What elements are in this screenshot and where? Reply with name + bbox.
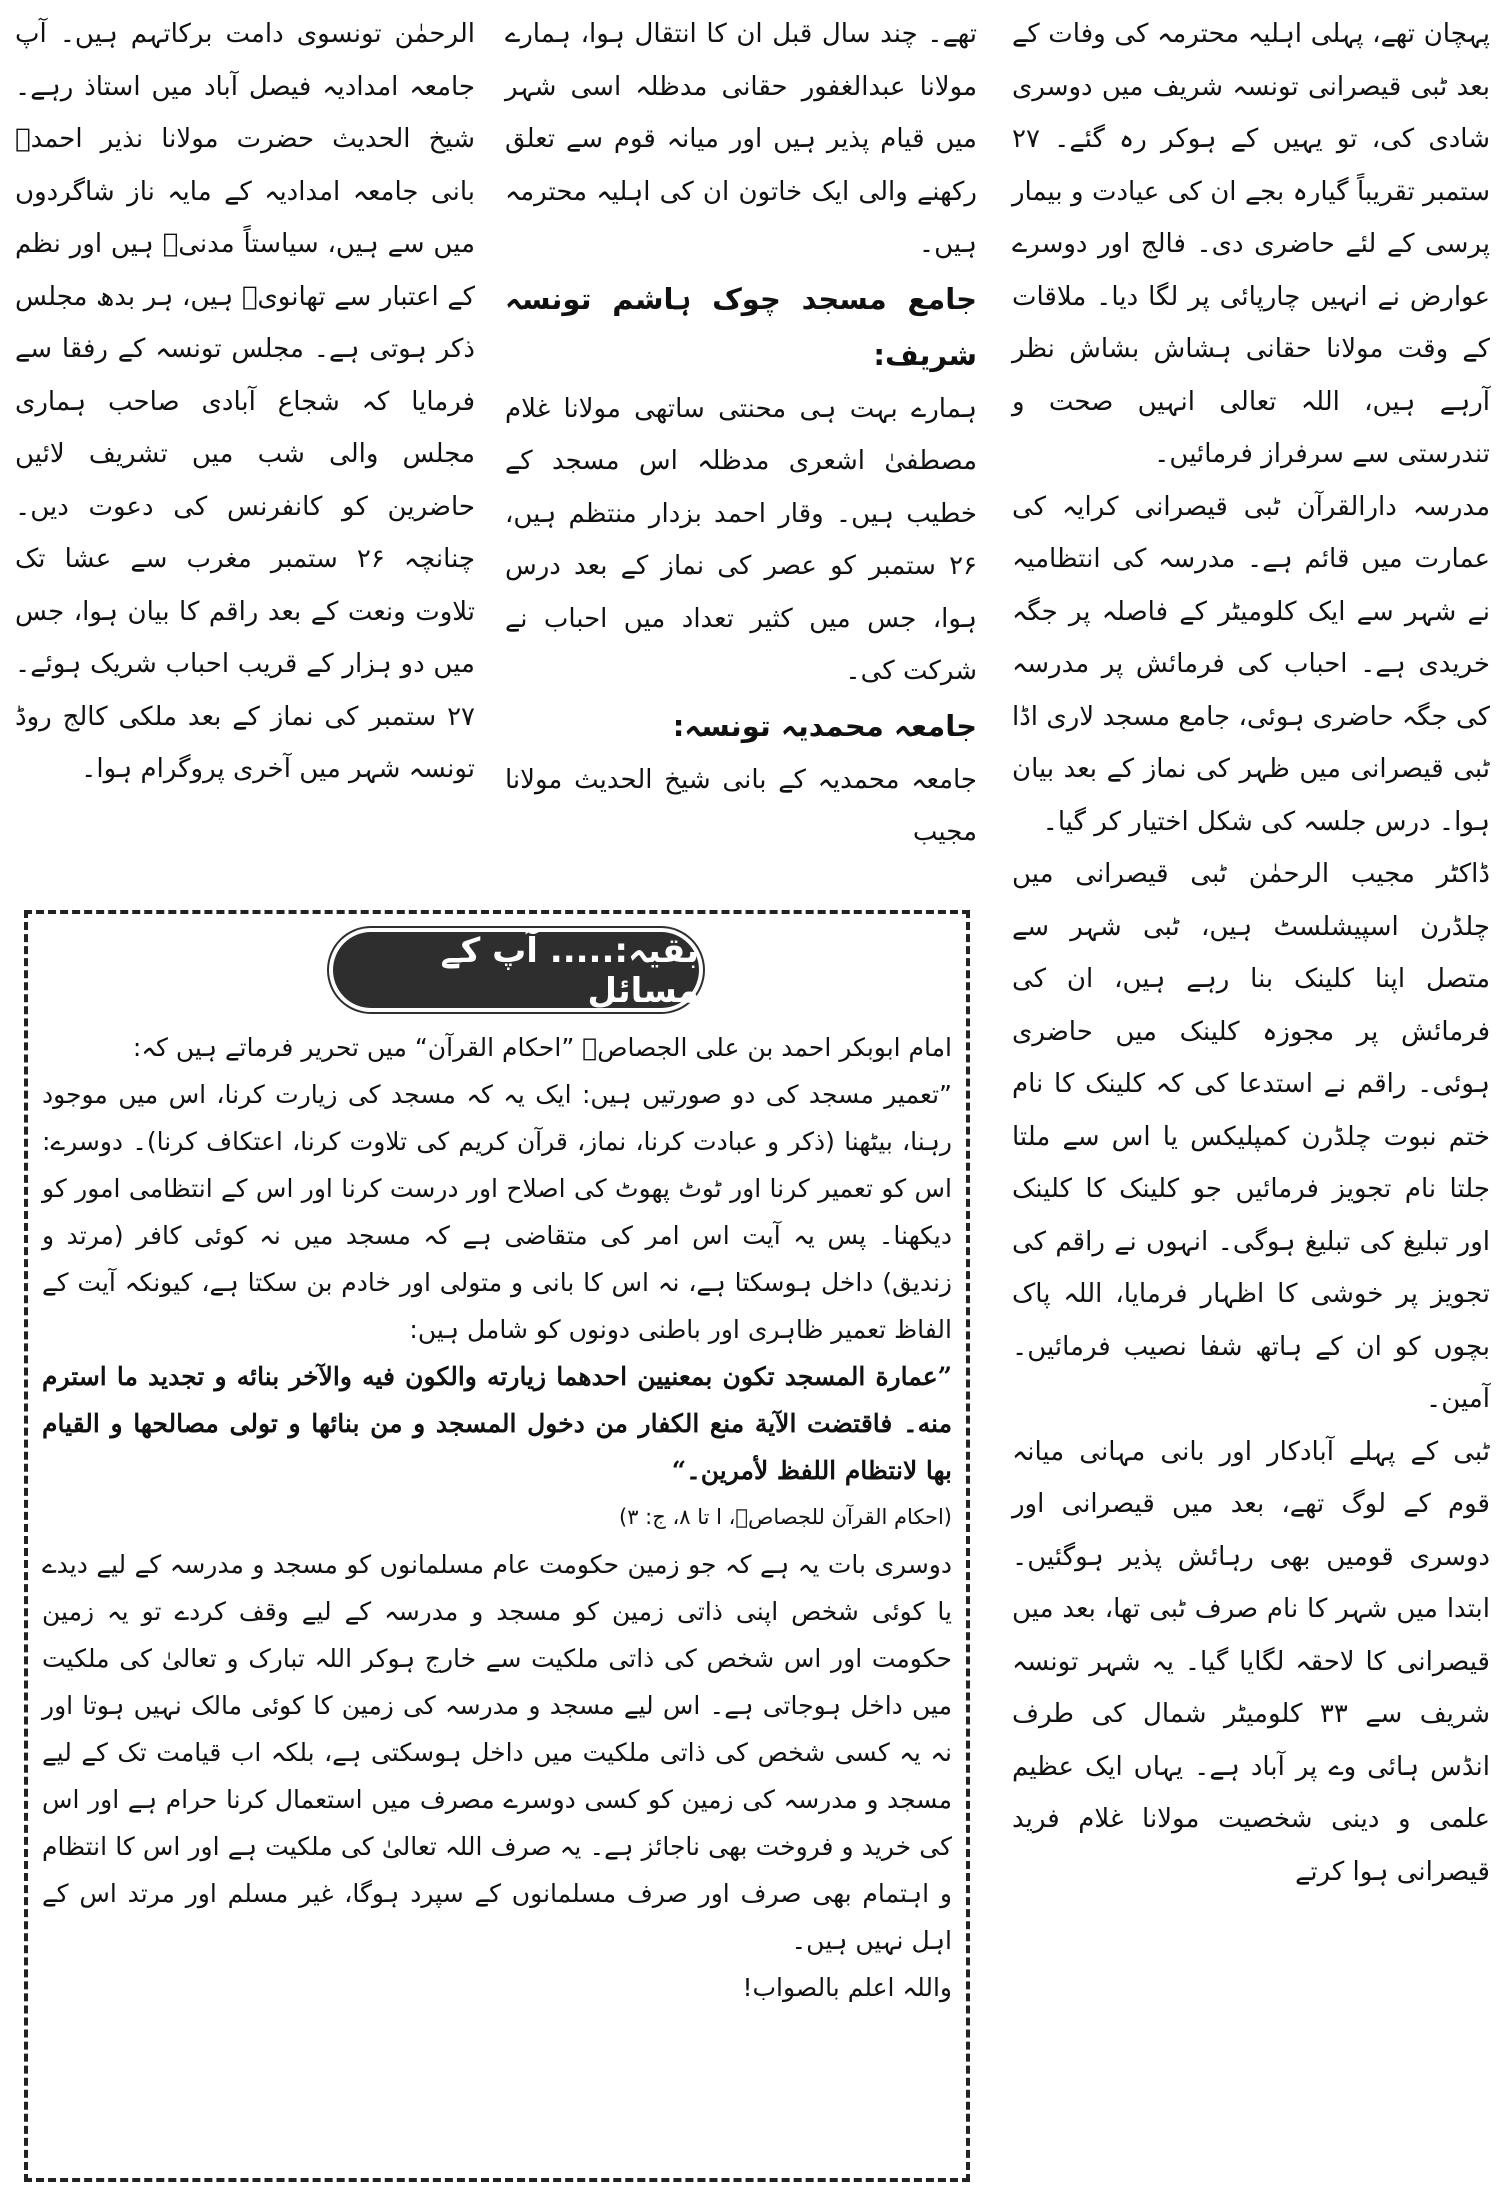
continued-banner: بقیہ:..... آپ کے مسائل xyxy=(333,932,699,1008)
middle-para-2: جامعہ محمدیہ کے بانی شیخ الحدیث مولانا مجیب xyxy=(505,764,977,847)
middle-column xyxy=(505,8,977,859)
middle-para-1: ہمارے بہت ہی محنتی ساتھی مولانا غلام مصطفیٰ اشعری مدظلہ اس مسجد کے خطیب ہیں۔ وقار احمد بزدار منتظم ہیں، ۲۶ ستمبر کو عصر کی نماز کے بعد درس ہوا، جس میں کثیر تعداد میں احباب نے شرکت کی۔ xyxy=(505,393,977,686)
right-para-2: مدرسہ دارالقرآن ٹبی قیصرانی کرایہ کی عمارت میں قائم ہے۔ مدرسہ کی انتظامیہ نے شہر سے ایک کلومیٹر کے فاصلہ پر جگہ خریدی ہے۔ احباب کی فرمائش پر مدرسہ کی جگہ حاضری ہوئی، جامع مسجد لاری اڈا ٹبی قیصرانی میں ظہر کی نماز کے بعد بیان ہوا۔ درس جلسہ کی شکل اختیار کر گیا۔ xyxy=(1012,491,1490,837)
right-column xyxy=(1012,8,1490,1898)
closing-signoff: واللہ اعلم بالصواب! xyxy=(742,1973,952,2002)
middle-intro: تھے۔ چند سال قبل ان کا انتقال ہوا، ہمارے مولانا عبدالغفور حقانی مدظلہ اسی شہر میں قیام پذیر ہیں اور میانہ قوم سے تعلق رکھنے والی ایک خاتون ان کی اہلیہ محترمہ ہیں۔ xyxy=(505,19,977,259)
reference: (احکام القرآن للجصاصؒ، ا تا ۸، ج: ۳) xyxy=(619,1505,952,1529)
box-body xyxy=(42,1024,952,2011)
heading-jamia-masjid-chowk-hashim: جامع مسجد چوک ہاشم تونسہ شریف: xyxy=(505,281,977,372)
right-para-3: ڈاکٹر مجیب الرحمٰن ٹبی قیصرانی میں چلڈرن اسپیشلسٹ ہیں، ٹبی شہر سے متصل اپنا کلینک بنا رہے ہیں، ان کی فرمائش پر مجوزہ کلینک میں حاضری ہوئی۔ راقم نے استدعا کی کہ کلینک کا نام ختم نبوت چلڈرن کمپلیکس یا اس سے ملتا جلتا نام تجویز فرمائیں جو کلینک کا کلینک اور تبلیغ کی تبلیغ ہوگی۔ انہوں نے راقم کی تجویز پر خوشی کا اظہار فرمایا، اللہ پاک بچوں کو ان کے ہاتھ شفا نصیب فرمائیں۔ آمین۔ xyxy=(1012,859,1490,1414)
arabic-quote: ”عمارة المسجد تکون بمعنیین احدهما زیارته والکون فیه والآخر بنائه و تجدید ما استرم منه۔ فاقتضت الآیة منع الکفار من دخول المسجد و من بنائها و تولی مصالحها و القیام بها لانتظام اللفظ لأمرین۔“ xyxy=(42,1362,952,1485)
box-para-2: دوسری بات یہ ہے کہ جو زمین حکومت عام مسلمانوں کو مسجد و مدرسہ کے لیے دیدے یا کوئی شخص اپنی ذاتی زمین کو مسجد و مدرسہ کے لیے وقف کردے تو یہ زمین حکومت اور اس شخص کی ذاتی ملکیت سے خارج ہوکر اللہ تبارک و تعالیٰ کی ملکیت میں داخل ہوجاتی ہے۔ اس لیے مسجد و مدرسہ کی زمین کا کوئی مالک نہیں ہوتا اور نہ یہ کسی شخص کی ذاتی ملکیت میں داخل ہوسکتی ہے، بلکہ اب قیامت تک کے لیے مسجد و مدرسہ کی زمین کو کسی دوسرے مصرف میں استعمال کرنا حرام ہے اور اس کی خرید و فروخت بھی ناجائز ہے۔ یہ صرف اللہ تعالیٰ کی ملکیت ہے اور اس کا انتظام و اہتمام بھی صرف اور صرف مسلمانوں کے سپرد ہوگا، غیر مسلم اور مرتد اس کے اہل نہیں ہیں۔ xyxy=(42,1550,952,1955)
right-para-4: ٹبی کے پہلے آبادکار اور بانی مہانی میانہ قوم کے لوگ تھے، بعد میں قیصرانی اور دوسری قومیں بھی رہائش پذیر ہوگئیں۔ ابتدا میں شہر کا نام صرف ٹبی تھا، بعد میں قیصرانی کا لاحقہ لگایا گیا۔ یہ شہر تونسہ شریف سے ۳۳ کلومیٹر شمال کی طرف انڈس ہائی وے پر آباد ہے۔ یہاں ایک عظیم علمی و دینی شخصیت مولانا غلام فرید قیصرانی ہوا کرتے xyxy=(1012,1436,1490,1887)
box-intro: امام ابوبکر احمد بن علی الجصاصؒ ”احکام القرآن“ میں تحریر فرماتے ہیں کہ: xyxy=(132,1033,952,1062)
heading-jamia-muhammadia: جامعہ محمدیہ تونسہ: xyxy=(672,708,977,743)
continued-article-box xyxy=(24,910,970,2182)
right-para-1: پہچان تھے، پہلی اہلیہ محترمہ کی وفات کے بعد ٹبی قیصرانی تونسہ شریف میں دوسری شادی کی، تو یہیں کے ہوکر رہ گئے۔ ۲۷ ستمبر تقریباً گیارہ بجے ان کی عیادت و بیمار پرسی کے لئے حاضری دی۔ فالج اور دوسرے عوارض نے انہیں چارپائی پر لگا دیا۔ ملاقات کے وقت مولانا حقانی ہشاش بشاش نظر آرہے ہیں، اللہ تعالی انہیں صحت و تندرستی سے سرفراز فرمائیں۔ xyxy=(1012,19,1490,469)
left-para: الرحمٰن تونسوی دامت برکاتہم ہیں۔ آپ جامعہ امدادیہ فیصل آباد میں استاذ رہے۔ شیخ الحدیث حضرت مولانا نذیر احمدؒ بانی جامعہ امدادیہ کے مایہ ناز شاگردوں میں سے ہیں، سیاستاً مدنیؒ ہیں اور نظم کے اعتبار سے تھانویؒ ہیں، ہر بدھ مجلس ذکر ہوتی ہے۔ مجلس تونسہ کے رفقا سے فرمایا کہ شجاع آبادی صاحب ہماری مجلس والی شب میں تشریف لائیں حاضرین کو کانفرنس کی دعوت دیں۔ چنانچہ ۲۶ ستمبر مغرب سے عشا تک تلاوت ونعت کے بعد راقم کا بیان ہوا، جس میں دو ہزار کے قریب احباب شریک ہوئے۔ ۲۷ ستمبر کی نماز کے بعد ملکی کالج روڈ تونسہ شہر میں آخری پروگرام ہوا۔ xyxy=(15,19,476,784)
left-column xyxy=(15,8,475,796)
box-quote: ”تعمیر مسجد کی دو صورتیں ہیں: ایک یہ کہ مسجد کی زیارت کرنا، اس میں موجود رہنا، بیٹھنا (ذکر و عبادت کرنا، نماز، قرآن کریم کی تلاوت کرنا، اعتکاف کرنا)۔ دوسرے: اس کو تعمیر کرنا اور ٹوٹ پھوٹ کی اصلاح اور درست کرنا اور اس کے انتظامی امور کو دیکھنا۔ پس یہ آیت اس امر کی متقاضی ہے کہ مسجد میں نہ کوئی کافر (مرتد و زندیق) داخل ہوسکتا ہے، نہ اس کا بانی و متولی اور خادم بن سکتا ہے، کیونکہ آیت کے الفاظ تعمیر ظاہری اور باطنی دونوں کو شامل ہیں: xyxy=(42,1080,952,1344)
